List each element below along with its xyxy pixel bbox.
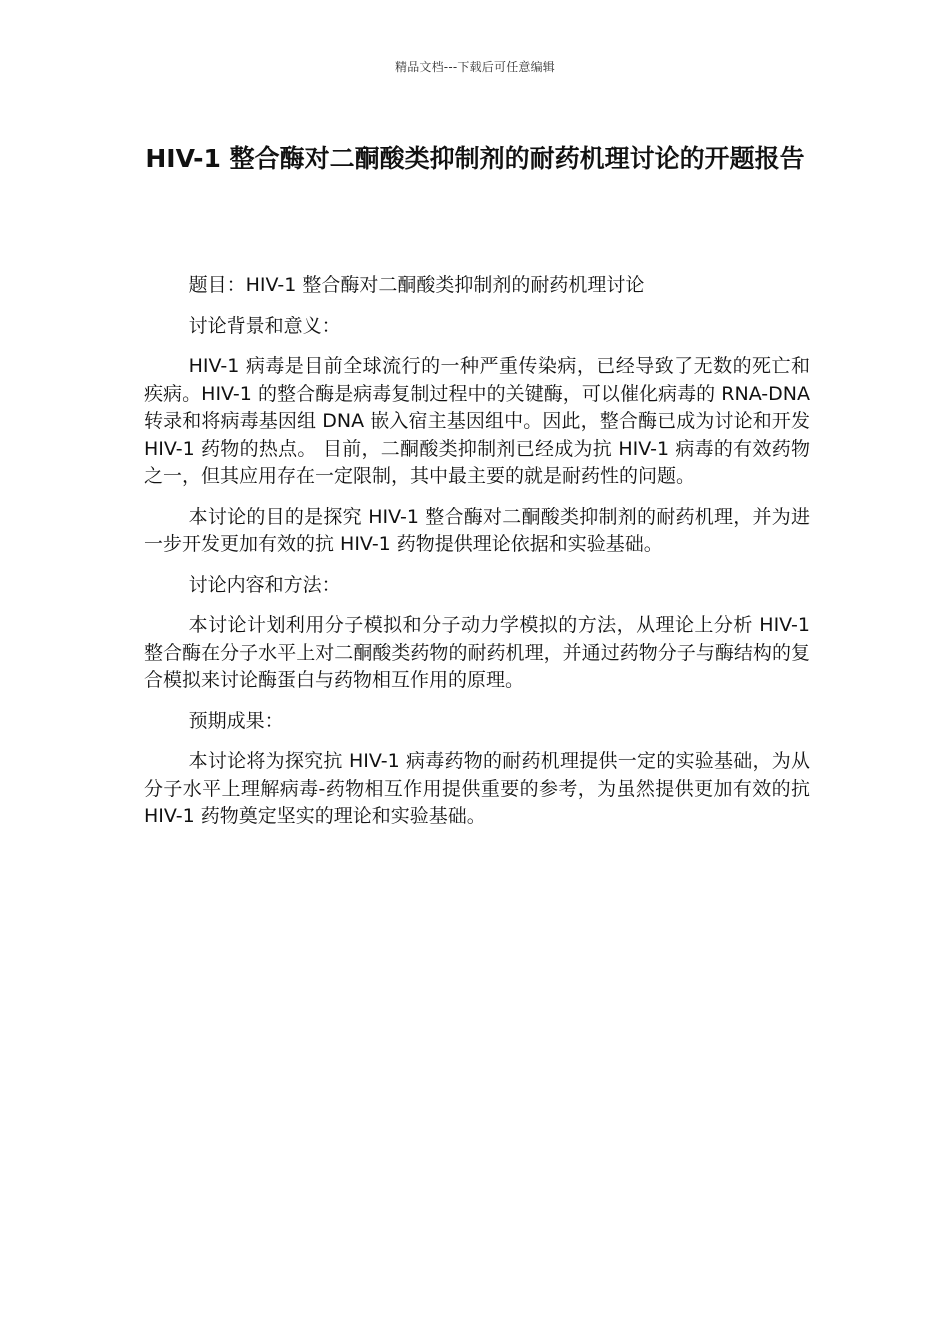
section-heading-methods: 讨论内容和方法： (188, 573, 341, 596)
page-title: HIV-1 整合酶对二酮酸类抑制剂的耐药机理讨论的开题报告 (145, 144, 805, 173)
document-body (144, 272, 810, 844)
paragraph-topic: 题目：HIV-1 整合酶对二酮酸类抑制剂的耐药机理讨论 (188, 274, 645, 296)
section-heading-background: 讨论背景和意义： (188, 314, 341, 337)
paragraph-methods: 本讨论计划利用分子模拟和分子动力学模拟的方法，从理论上分析 HIV-1 整合酶在分子水平上对二酮酸类药物的耐药机理，并通过药物分子与酶结构的复合模拟来讨论酶蛋白与药物相互作用的原理。 (144, 614, 810, 691)
header-note: 精品文档---下载后可任意编辑 (395, 60, 555, 74)
section-heading-outcomes: 预期成果： (188, 709, 284, 732)
paragraph-purpose: 本讨论的目的是探究 HIV-1 整合酶对二酮酸类抑制剂的耐药机理，并为进一步开发更加有效的抗 HIV-1 药物提供理论依据和实验基础。 (144, 505, 810, 555)
paragraph-background: HIV-1 病毒是目前全球流行的一种严重传染病，已经导致了无数的死亡和疾病。HIV-1 的整合酶是病毒复制过程中的关键酶，可以催化病毒的 RNA-DNA 转录和将病毒基因组 DNA 嵌入宿主基因组中。因此，整合酶已成为讨论和开发 HIV-1 药物的热点。 目前，二酮酸类抑制剂已经成为抗 HIV-1 病毒的有效药物之一，但其应用存在一定限制，其中最主要的就是耐药性的问题。 (144, 355, 810, 487)
paragraph-outcomes: 本讨论将为探究抗 HIV-1 病毒药物的耐药机理提供一定的实验基础，为从分子水平上理解病毒-药物相互作用提供重要的参考，为虽然提供更加有效的抗 HIV-1 药物奠定坚实的理论和实验基础。 (144, 750, 810, 827)
